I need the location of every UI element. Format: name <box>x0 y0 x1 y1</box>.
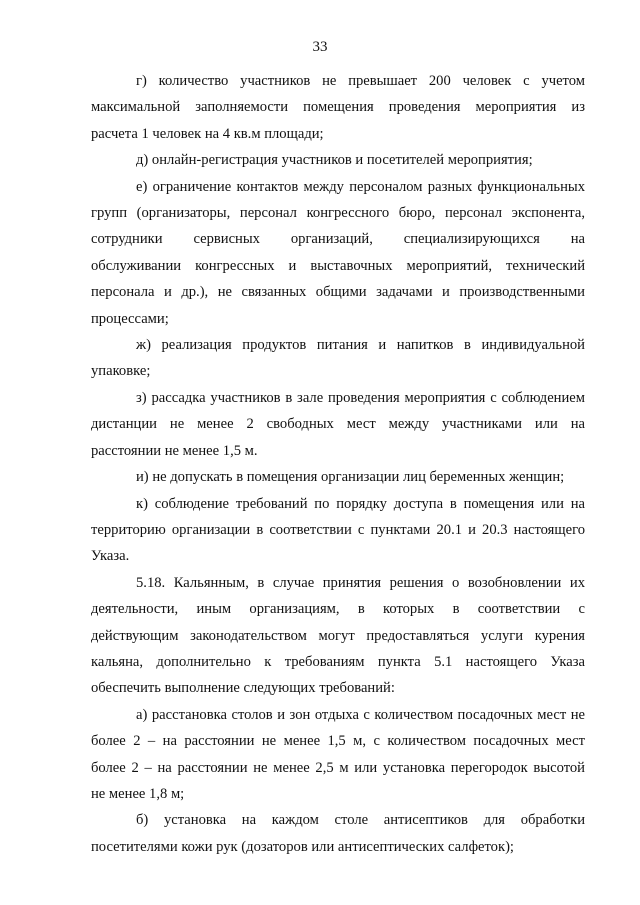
text-line: максимальной заполняемости помещения проведения мероприятия из <box>91 99 585 116</box>
paragraph <box>91 464 585 490</box>
paragraph <box>91 147 585 173</box>
paragraph <box>91 807 585 860</box>
text-line: территорию организации в соответствии с пунктами 20.1 и 20.3 настоящего <box>91 521 585 538</box>
text-line: и) не допускать в помещения организации лиц беременных женщин; <box>136 469 565 486</box>
paragraph <box>91 332 585 385</box>
text-line: расчета 1 человек на 4 кв.м площади; <box>91 125 324 142</box>
text-line: не менее 1,8 м; <box>91 785 185 802</box>
text-line: д) онлайн-регистрация участников и посетителей мероприятия; <box>136 152 533 169</box>
text-line: дистанции не менее 2 свободных мест между участниками или на <box>91 416 585 433</box>
text-line: г) количество участников не превышает 200 человек с учетом <box>136 73 585 89</box>
text-line: а) расстановка столов и зон отдыха с количеством посадочных мест не <box>136 706 585 723</box>
paragraph <box>91 68 585 147</box>
paragraph <box>91 385 585 464</box>
text-line: Указа. <box>91 548 130 565</box>
text-line: более 2 – на расстоянии не менее 1,5 м, с количеством посадочных мест <box>91 733 585 750</box>
text-line: процессами; <box>91 310 169 327</box>
paragraph <box>91 702 585 808</box>
text-line: персонала и др.), не связанных общими задачами и производственными <box>91 284 585 301</box>
text-line: упаковке; <box>91 363 151 380</box>
text-line: к) соблюдение требований по порядку доступа в помещения или на <box>136 495 585 512</box>
paragraph <box>91 570 585 702</box>
text-line: кальяна, дополнительно к требованиям пункта 5.1 настоящего Указа <box>91 653 585 670</box>
text-line: групп (организаторы, персонал конгрессного бюро, персонал экспонента, <box>91 205 585 222</box>
page-number: 33 <box>312 39 328 55</box>
text-line: з) рассадка участников в зале проведения мероприятия с соблюдением <box>136 389 585 406</box>
document-body <box>91 68 585 860</box>
text-line: посетителями кожи рук (дозаторов или антисептических салфеток); <box>91 838 514 855</box>
text-line: обеспечить выполнение следующих требований: <box>91 680 395 697</box>
paragraph <box>91 491 585 570</box>
text-line: сотрудники сервисных организаций, специализирующихся на <box>91 231 585 248</box>
paragraph <box>91 174 585 332</box>
text-line: ж) реализация продуктов питания и напитков в индивидуальной <box>136 337 585 354</box>
text-line: действующим законодательством могут предоставляться услуги курения <box>91 627 585 644</box>
text-line: более 2 – на расстоянии не менее 2,5 м или установка перегородок высотой <box>91 759 585 776</box>
text-line: деятельности, иным организациям, в которых в соответствии с <box>91 601 585 618</box>
text-line: расстоянии не менее 1,5 м. <box>91 442 258 459</box>
text-line: б) установка на каждом столе антисептиков для обработки <box>136 812 585 829</box>
text-line: 5.18. Кальянным, в случае принятия решения о возобновлении их <box>136 574 585 591</box>
text-line: обслуживании конгрессных и выставочных мероприятий, технический <box>91 257 585 274</box>
text-line: е) ограничение контактов между персоналом разных функциональных <box>136 178 585 195</box>
